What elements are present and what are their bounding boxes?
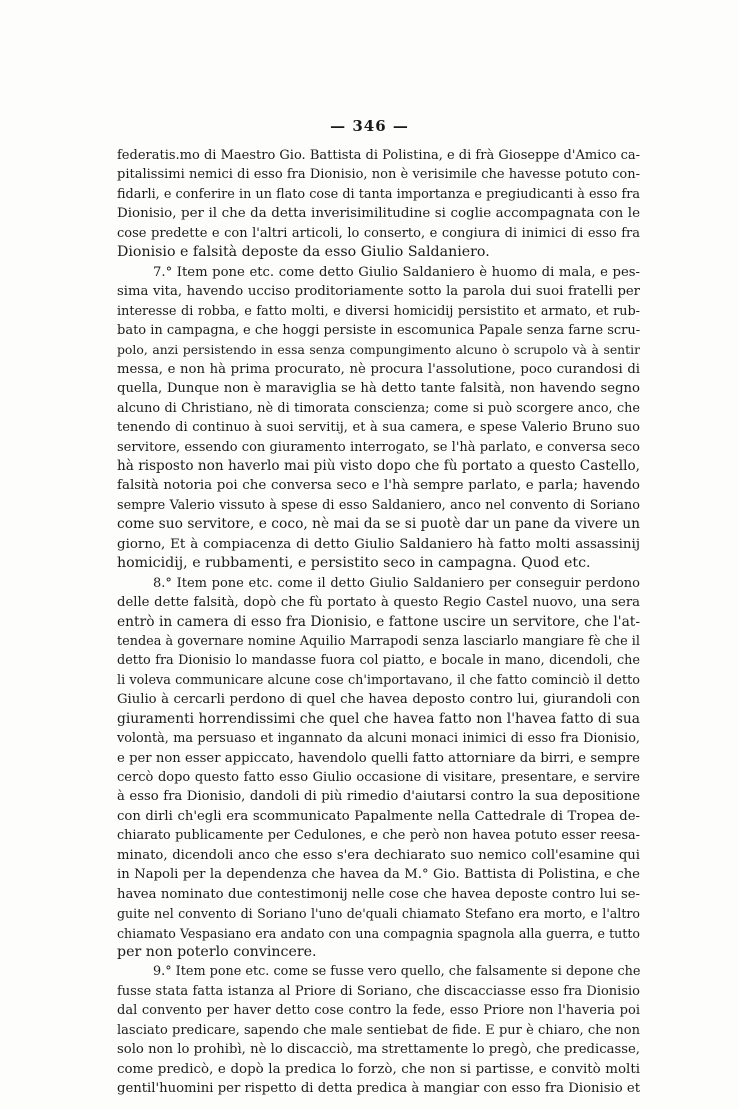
text-line: alcuno di Christiano, nè di timorata conscienza; come si può scorgere anco, che	[117, 400, 640, 416]
text-line: sempre Valerio vissuto à spese di esso Saldaniero, anco nel convento di Soriano	[117, 497, 640, 513]
text-line: hà risposto non haverlo mai più visto dopo che fù portato a questo Castello,	[117, 458, 640, 474]
text-line: volontà, ma persuaso et ingannato da alcuni monaci inimici di esso fra Dionisio,	[117, 731, 640, 747]
text-line: à esso fra Dionisio, dandoli di più rimedio d'aiutarsi contro la sua depositione	[117, 789, 640, 805]
text-line: quella, Dunque non è maraviglia se hà detto tante falsità, non havendo segno	[117, 381, 640, 397]
body-text	[117, 146, 640, 1098]
text-line: Giulio à cercarli perdono di quel che havea deposto contro lui, giurandoli con	[117, 692, 640, 708]
text-line: entrò in camera di esso fra Dionisio, e fattone uscire un servitore, che l'at-	[117, 613, 640, 630]
text-line: delle dette falsità, dopò che fù portato à questo Regio Castel nuovo, una sera	[117, 595, 640, 611]
text-line: polo, anzi persistendo in essa senza compungimento alcuno ò scrupolo và à sentir	[117, 342, 640, 358]
text-line: tendea à governare nomine Aquilio Marrapodi senza lasciarlo mangiare fè che il	[117, 633, 640, 649]
text-line: chiamato Vespasiano era andato con una compagnia spagnola alla guerra, e tutto	[117, 925, 640, 941]
text-line: dal convento per haver detto cose contro la fede, esso Priore non l'haveria poi	[117, 1003, 640, 1019]
text-line: guite nel convento di Soriano l'uno de'quali chiamato Stefano era morto, e l'altro	[117, 906, 640, 922]
text-line: messa, e non hà prima procurato, nè procura l'assolutione, poco curandosi di	[117, 361, 640, 377]
text-line: 9.° Item pone etc. come se fusse vero quello, che falsamente si depone che	[153, 964, 640, 980]
text-line: tenendo di continuo à suoi servitij, et à sua camera, e spese Valerio Bruno suo	[117, 420, 640, 436]
text-line: li voleva communicare alcune cose ch'importavano, il che fatto cominciò il detto	[117, 672, 640, 688]
text-line: giuramenti horrendissimi che quel che havea fatto non l'havea fatto di sua	[117, 710, 640, 727]
text-line: gentil'huomini per rispetto di detta predica à mangiar con esso fra Dionisio et	[117, 1081, 640, 1096]
text-line: fidarli, e conferire in un flato cose di tanta importanza e pregiudicanti à esso fra	[117, 186, 640, 202]
text-line: bato in campagna, e che hoggi persiste in escomunica Papale senza farne scru-	[117, 322, 640, 338]
text-line: cercò dopo questo fatto esso Giulio occasione di visitare, presentare, e servire	[117, 770, 640, 785]
text-line: come suo servitore, e coco, nè mai da se si puotè dar un pane da vivere un	[117, 516, 640, 533]
text-line: sima vita, havendo ucciso proditoriamente sotto la parola dui suoi fratelli per	[117, 284, 640, 300]
text-line: servitore, essendo con giuramento interrogato, se l'hà parlato, e conversa seco	[117, 439, 640, 455]
text-line: falsità notoria poi che conversa seco e l'hà sempre parlato, e parla; havendo	[117, 478, 640, 494]
text-line: 7.° Item pone etc. come detto Giulio Saldaniero è huomo di mala, e pes-	[153, 264, 640, 280]
text-line: minato, dicendoli anco che esso s'era dechiarato suo nemico coll'esamine qui	[117, 847, 640, 863]
text-line: come predicò, e dopò la predica lo forzò, che non si partisse, e convitò molti	[117, 1061, 640, 1077]
text-line: federatis.mo di Maestro Gio. Battista di Polistina, e di frà Gioseppe d'Amico ca-	[117, 148, 640, 163]
text-line: cose predette e con l'altri articoli, lo conserto, e congiura di inimici di esso fra	[117, 225, 640, 241]
text-line: homicidij, e rubbamenti, e persistito seco in campagna. Quod etc.	[117, 555, 591, 572]
text-line: lasciato predicare, sapendo che male sentiebat de fide. E pur è chiaro, che non	[117, 1022, 640, 1038]
text-line: havea nominato due contestimonij nelle cose che havea deposte contro lui se-	[117, 886, 640, 902]
text-line: con dirli ch'egli era scommunicato Papalmente nella Cattedrale di Tropea de-	[117, 808, 640, 824]
page-number: — 346 —	[330, 117, 409, 135]
text-line: interesse di robba, e fatto molti, e diversi homicidij persistito et armato, et rub-	[117, 303, 640, 319]
text-line: e per non esser appiccato, havendolo quelli fatto attorniare da birri, e sempre	[117, 750, 640, 766]
text-line: pitalissimi nemici di esso fra Dionisio, non è verisimile che havesse potuto con-	[117, 167, 640, 183]
text-line: detto fra Dionisio lo mandasse fuora col piatto, e bocale in mano, dicendoli, che	[117, 653, 640, 669]
text-line: chiarato publicamente per Cedulones, e che però non havea potuto esser reesa-	[117, 828, 640, 844]
text-line: fusse stata fatta istanza al Priore di Soriano, che discacciasse esso fra Dionisio	[117, 983, 640, 999]
text-line: in Napoli per la dependenza che havea da M.° Gio. Battista di Polistina, e che	[117, 867, 640, 883]
text-line: per non poterlo convincere.	[117, 943, 317, 960]
text-line: 8.° Item pone etc. come il detto Giulio Saldaniero per conseguir perdono	[153, 575, 640, 591]
text-line: Dionisio, per il che da detta inverisimilitudine si coglie accompagnata con le	[117, 206, 640, 222]
text-line: giorno, Et à compiacenza di detto Giulio Saldaniero hà fatto molti assassinij	[117, 536, 640, 552]
text-line: Dionisio e falsità deposte da esso Giulio Saldaniero.	[117, 244, 490, 261]
text-line: solo non lo prohibì, nè lo discacciò, ma strettamente lo pregò, che predicasse,	[117, 1042, 640, 1058]
